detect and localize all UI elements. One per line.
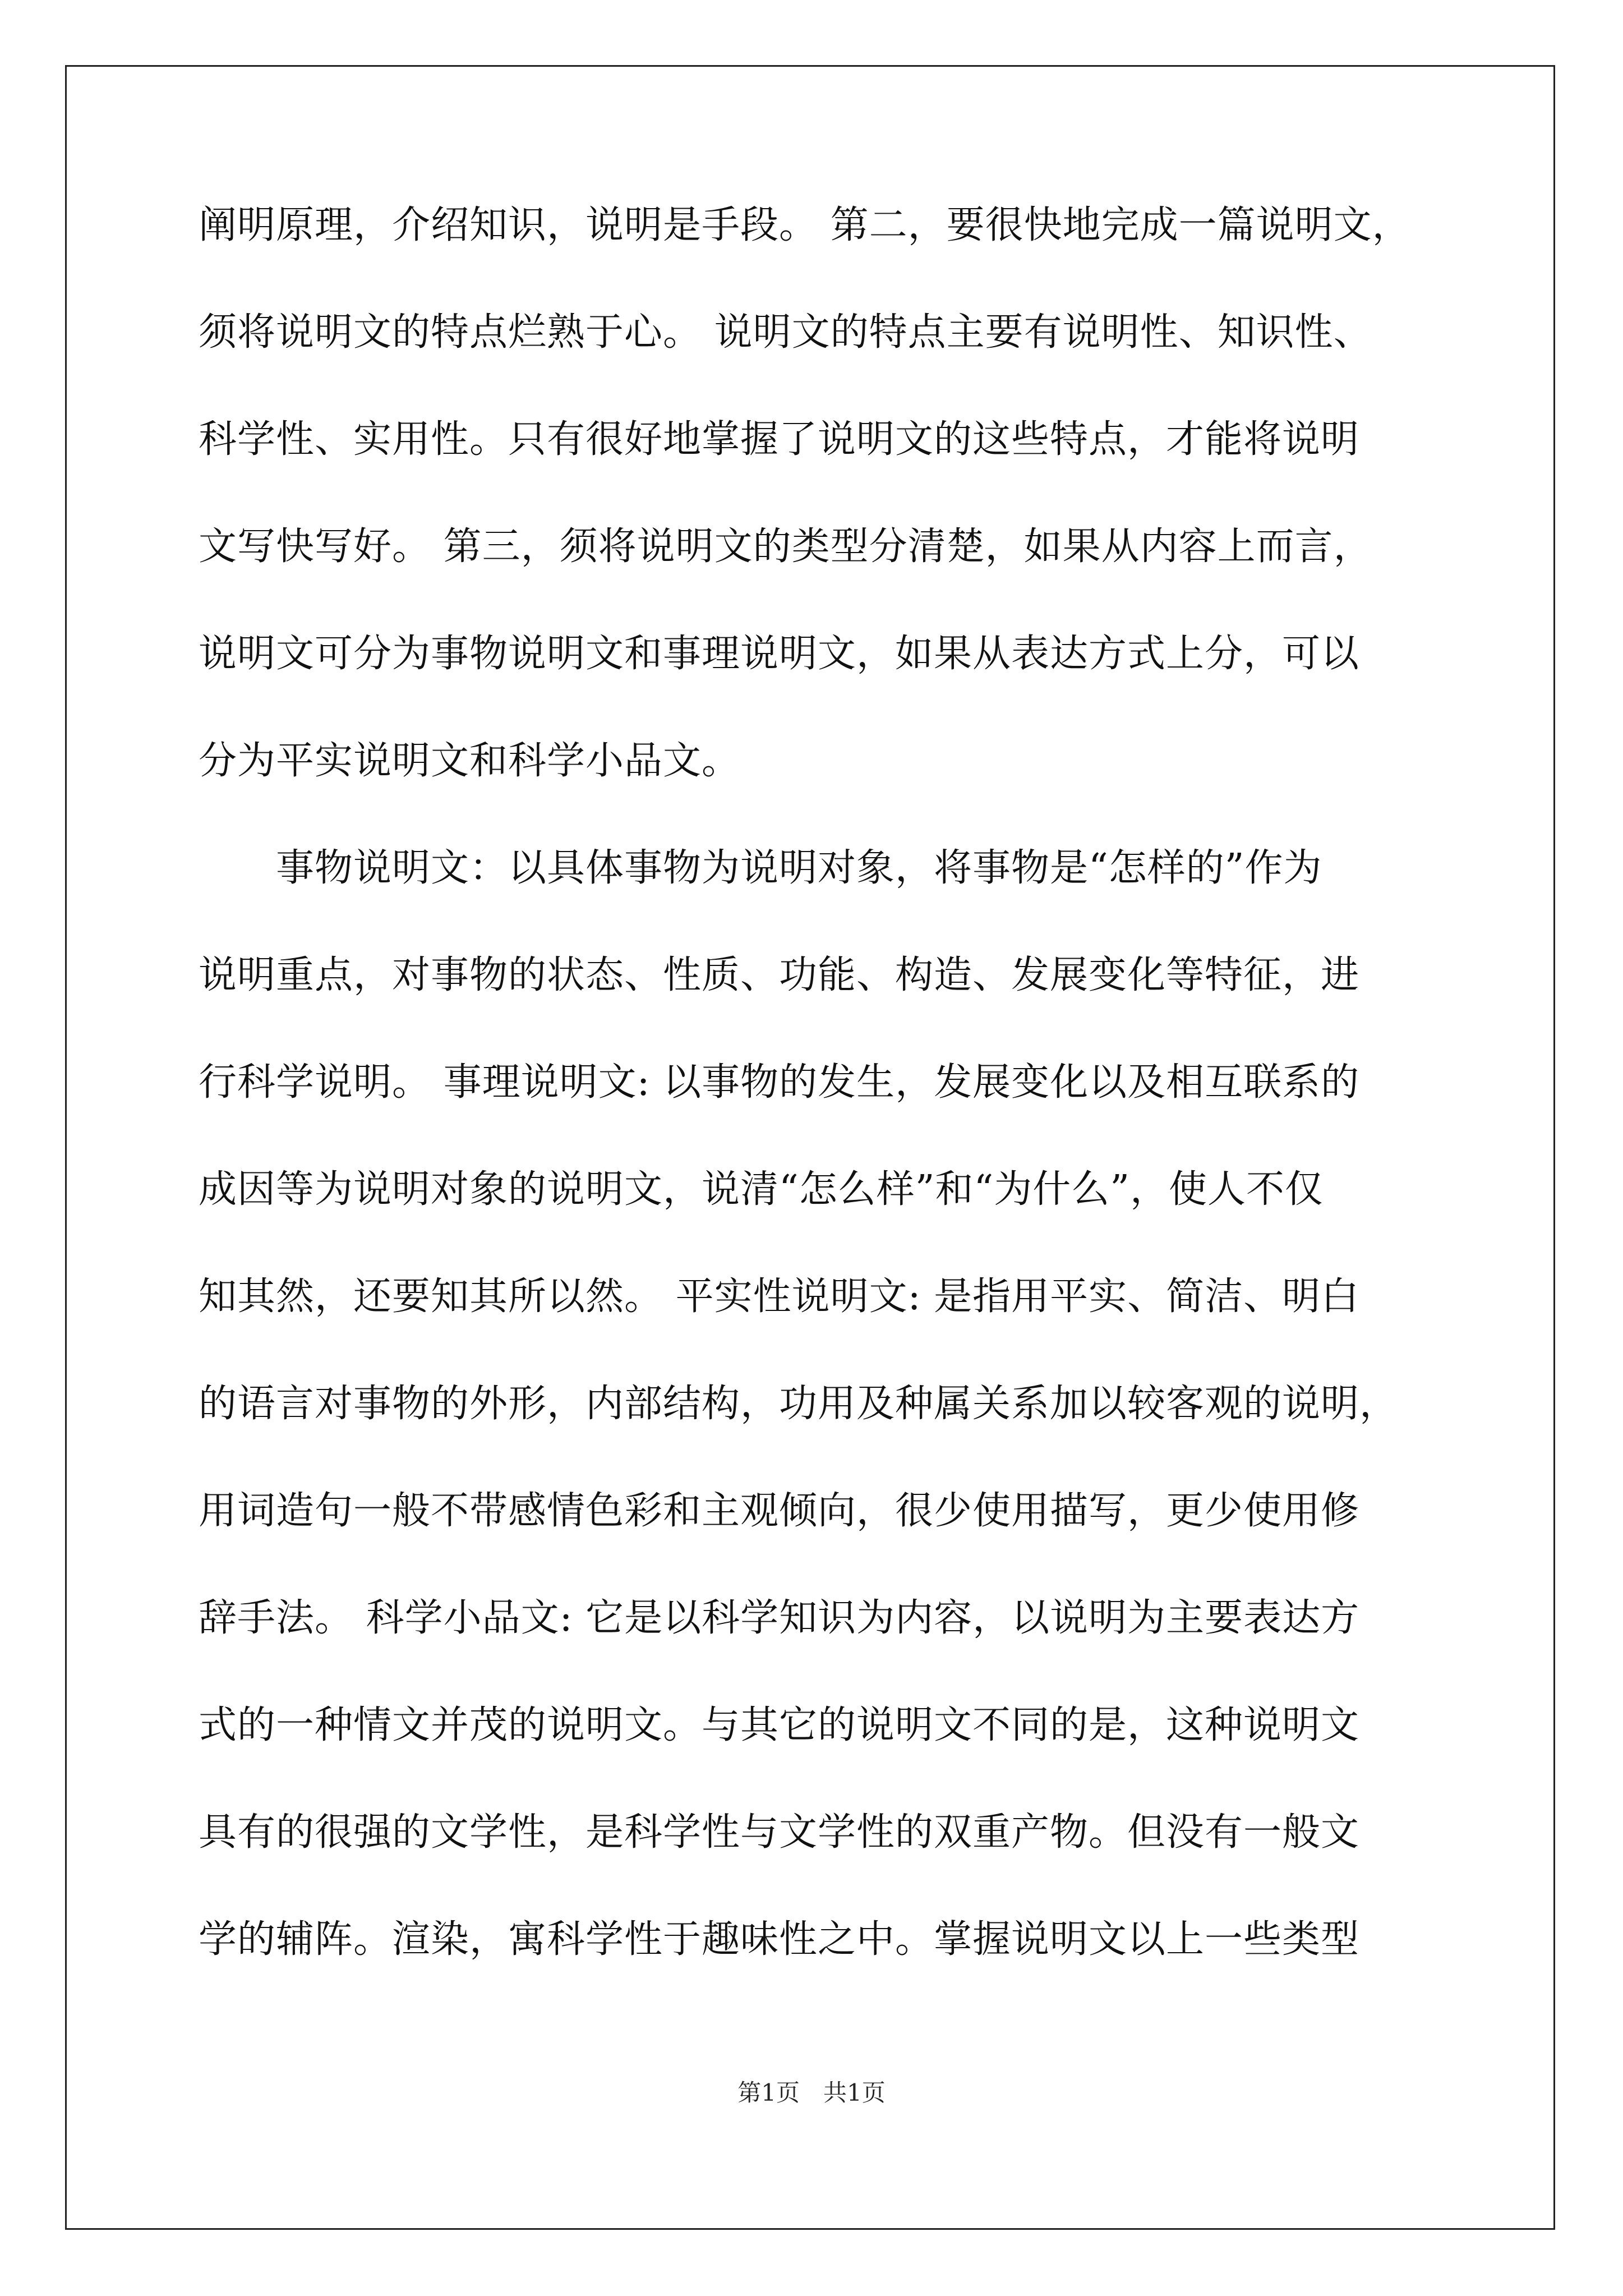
text-line: 事物说明文：以具体事物为说明对象，将事物是“怎样的”作为: [199, 846, 1322, 890]
text-line: 阐明原理，介绍知识，说明是手段。 第二，要很快地完成一篇说明文，: [199, 203, 1411, 247]
text-line: 学的辅阵。渲染，寓科学性于趣味性之中。掌握说明文以上一些类型: [199, 1917, 1360, 1962]
text-line: 须将说明文的特点烂熟于心。 说明文的特点主要有说明性、知识性、: [199, 310, 1372, 355]
text-line: 说明重点，对事物的状态、性质、功能、构造、发展变化等特征，进: [199, 953, 1360, 997]
text-line: 的语言对事物的外形，内部结构，功用及种属关系加以较客观的说明，: [199, 1382, 1399, 1426]
text-line: 用词造句一般不带感情色彩和主观倾向，很少使用描写，更少使用修: [199, 1489, 1360, 1533]
text-line: 说明文可分为事物说明文和事理说明文，如果从表达方式上分，可以: [199, 632, 1360, 676]
text-line: 知其然，还要知其所以然。 平实性说明文: 是指用平实、简洁、明白: [199, 1274, 1360, 1319]
text-line: 科学性、实用性。只有很好地掌握了说明文的这些特点，才能将说明: [199, 417, 1360, 462]
text-line: 成因等为说明对象的说明文，说清“怎么样”和“为什么”，使人不仅: [199, 1167, 1324, 1212]
text-line: 分为平实说明文和科学小品文。: [199, 739, 741, 783]
page-number-footer: 第1页 共1页: [737, 2079, 886, 2106]
text-line: 式的一种情文并茂的说明文。与其它的说明文不同的是，这种说明文: [199, 1703, 1360, 1747]
text-line: 辞手法。 科学小品文: 它是以科学知识为内容，以说明为主要表达方: [199, 1596, 1360, 1640]
text-line: 具有的很强的文学性，是科学性与文学性的双重产物。但没有一般文: [199, 1810, 1360, 1855]
text-line: 文写快写好。 第三，须将说明文的类型分清楚，如果从内容上而言，: [199, 524, 1372, 569]
page-border: [65, 65, 1555, 2230]
text-line: 行科学说明。 事理说明文: 以事物的发生，发展变化以及相互联系的: [199, 1060, 1360, 1105]
